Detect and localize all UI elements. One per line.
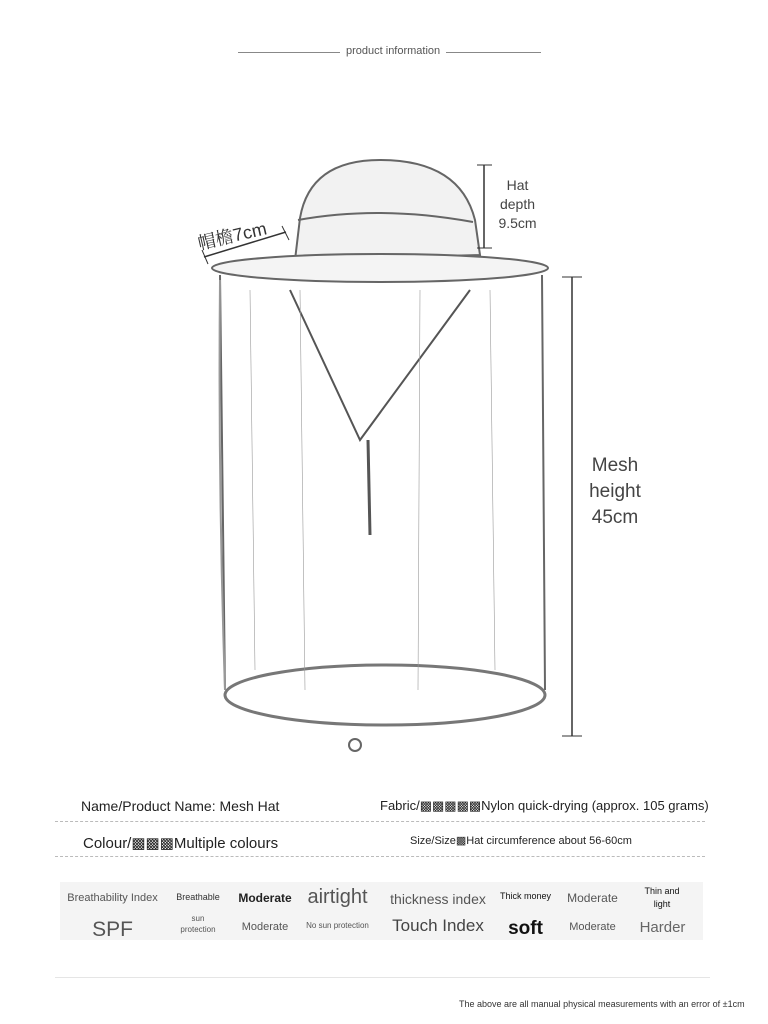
breathability-moderate: Moderate [238, 891, 292, 905]
measurement-footnote: The above are all manual physical measurements with an error of ±1cm [459, 999, 745, 1009]
product-fabric: Fabric/▩▩▩▩▩Nylon quick-drying (approx. 105 grams) [380, 798, 709, 813]
divider [55, 856, 705, 857]
product-name: Name/Product Name: Mesh Hat [81, 798, 280, 814]
brim-label: 帽檐7cm [195, 218, 269, 254]
no-sun-protection: No sun protection [306, 921, 369, 930]
touch-moderate: Moderate [569, 921, 616, 933]
mesh-height-line3: 45cm [591, 507, 639, 528]
hat-depth-line3: 9.5cm [498, 215, 537, 231]
thickness-index-label: thickness index [390, 891, 486, 907]
spf-label: SPF [92, 918, 133, 941]
thick: Thick money [499, 891, 552, 901]
hat-depth-line1: Hat [506, 177, 529, 193]
mesh-height-line1: Mesh [591, 455, 639, 476]
sun-protection: sun protection [180, 914, 216, 934]
thin-and-light: Thin and light [644, 886, 680, 909]
thickness-moderate: Moderate [567, 891, 618, 905]
spf-moderate: Moderate [241, 921, 289, 933]
soft: soft [508, 918, 543, 939]
divider [55, 977, 710, 978]
harder: Harder [639, 919, 686, 936]
airtight: airtight [307, 886, 368, 908]
product-colour: Colour/▩▩▩Multiple colours [83, 835, 279, 852]
product-size: Size/Size▩Hat circumference about 56-60cm [410, 835, 632, 847]
breathability-index-label: Breathability Index [67, 892, 158, 904]
index-table [60, 882, 703, 940]
page-title: product information [340, 45, 446, 57]
mesh-height-line2: height [589, 481, 641, 502]
divider [55, 821, 705, 822]
breathable: Breathable [176, 892, 220, 902]
touch-index-label: Touch Index [392, 916, 484, 935]
hat-depth-line2: depth [499, 196, 536, 212]
